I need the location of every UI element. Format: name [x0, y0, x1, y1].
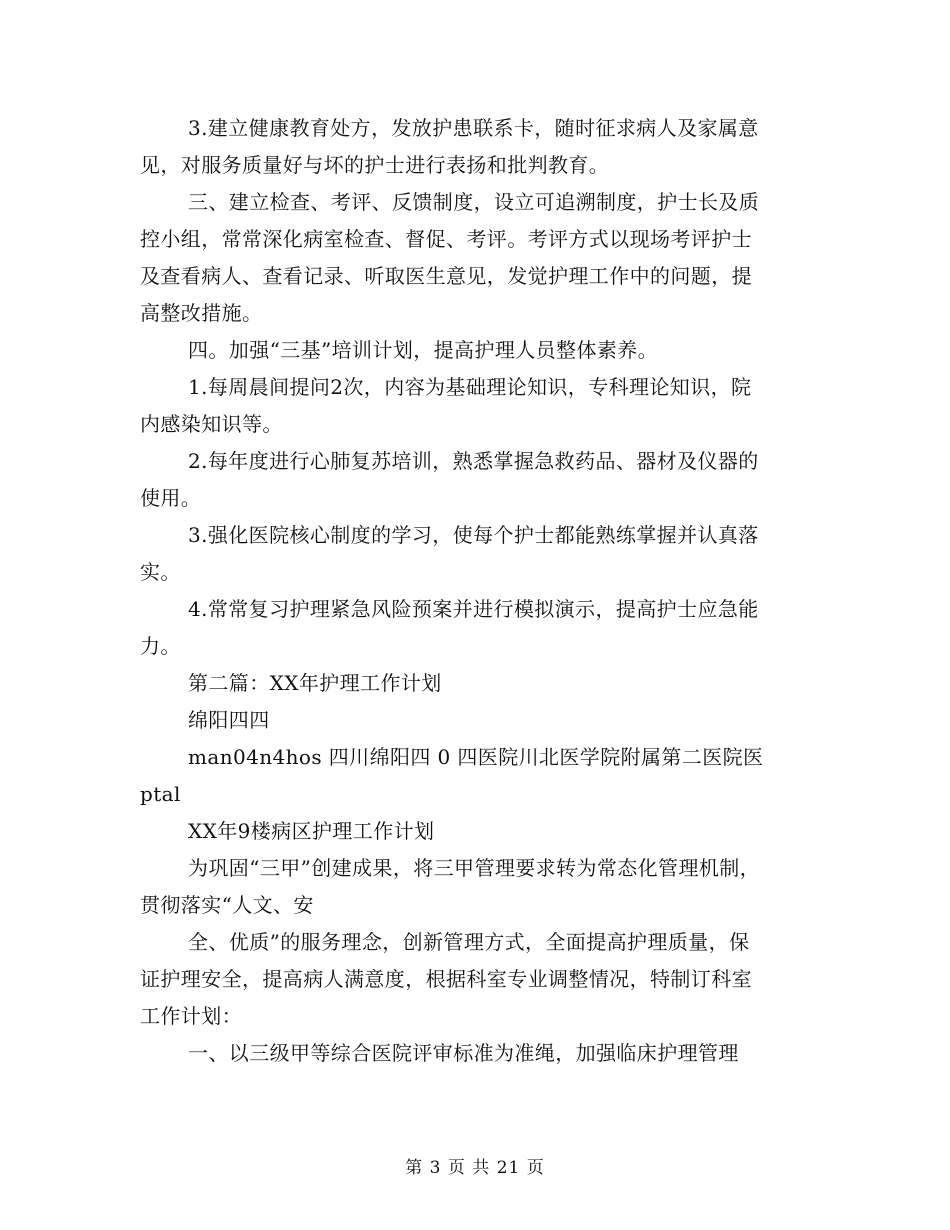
paragraph-line: 力。	[140, 634, 181, 658]
paragraph-line: 绵阳四四	[188, 708, 270, 732]
paragraph-line: 高整改措施。	[140, 301, 263, 325]
paragraph-line: 见，对服务质量好与坏的护士进行表扬和批判教育。	[140, 153, 610, 177]
paragraph-line: man04n4hos 四川绵阳四 0 四医院川北医学院附属第二医院医	[188, 745, 764, 769]
paragraph-line: 实。	[140, 560, 181, 584]
paragraph-line: ptal	[140, 782, 181, 806]
paragraph-line: 全、优质”的服务理念，创新管理方式，全面提高护理质量，保	[188, 930, 750, 954]
paragraph-line: 控小组，常常深化病室检查、督促、考评。考评方式以现场考评护士	[140, 227, 752, 251]
paragraph-line: 3.建立健康教育处方，发放护患联系卡，随时征求病人及家属意	[188, 116, 759, 140]
paragraph-line: 一、以三级甲等综合医院评审标准为准绳，加强临床护理管理	[188, 1041, 739, 1065]
paragraph-line: 使用。	[140, 486, 202, 510]
paragraph-line: 内感染知识等。	[140, 412, 283, 436]
paragraph-line: 2.每年度进行心肺复苏培训，熟悉掌握急救药品、器材及仪器的	[188, 449, 759, 473]
paragraph-line: 4.常常复习护理紧急风险预案并进行模拟演示，提高护士应急能	[188, 597, 759, 621]
page-number-footer: 第 3 页 共 21 页	[405, 1158, 545, 1178]
paragraph-line: 工作计划：	[140, 1004, 242, 1028]
paragraph-line: 贯彻落实“人文、安	[140, 893, 314, 917]
section-heading: 第二篇：XX年护理工作计划	[188, 671, 442, 695]
paragraph-line: 证护理安全，提高病人满意度，根据科室专业调整情况，特制订科室	[140, 967, 752, 991]
paragraph-line: 四。加强“三基”培训计划，提高护理人员整体素养。	[188, 338, 659, 362]
paragraph-line: 3.强化医院核心制度的学习，使每个护士都能熟练掌握并认真落	[188, 523, 759, 547]
paragraph-line: XX年9楼病区护理工作计划	[188, 819, 435, 843]
paragraph-line: 为巩固“三甲”创建成果，将三甲管理要求转为常态化管理机制，	[188, 856, 761, 880]
paragraph-line: 1.每周晨间提问2次，内容为基础理论知识，专科理论知识，院	[188, 375, 752, 399]
paragraph-line: 及查看病人、查看记录、听取医生意见，发觉护理工作中的问题，提	[140, 264, 752, 288]
paragraph-line: 三、建立检查、考评、反馈制度，设立可追溯制度，护士长及质	[188, 190, 760, 214]
